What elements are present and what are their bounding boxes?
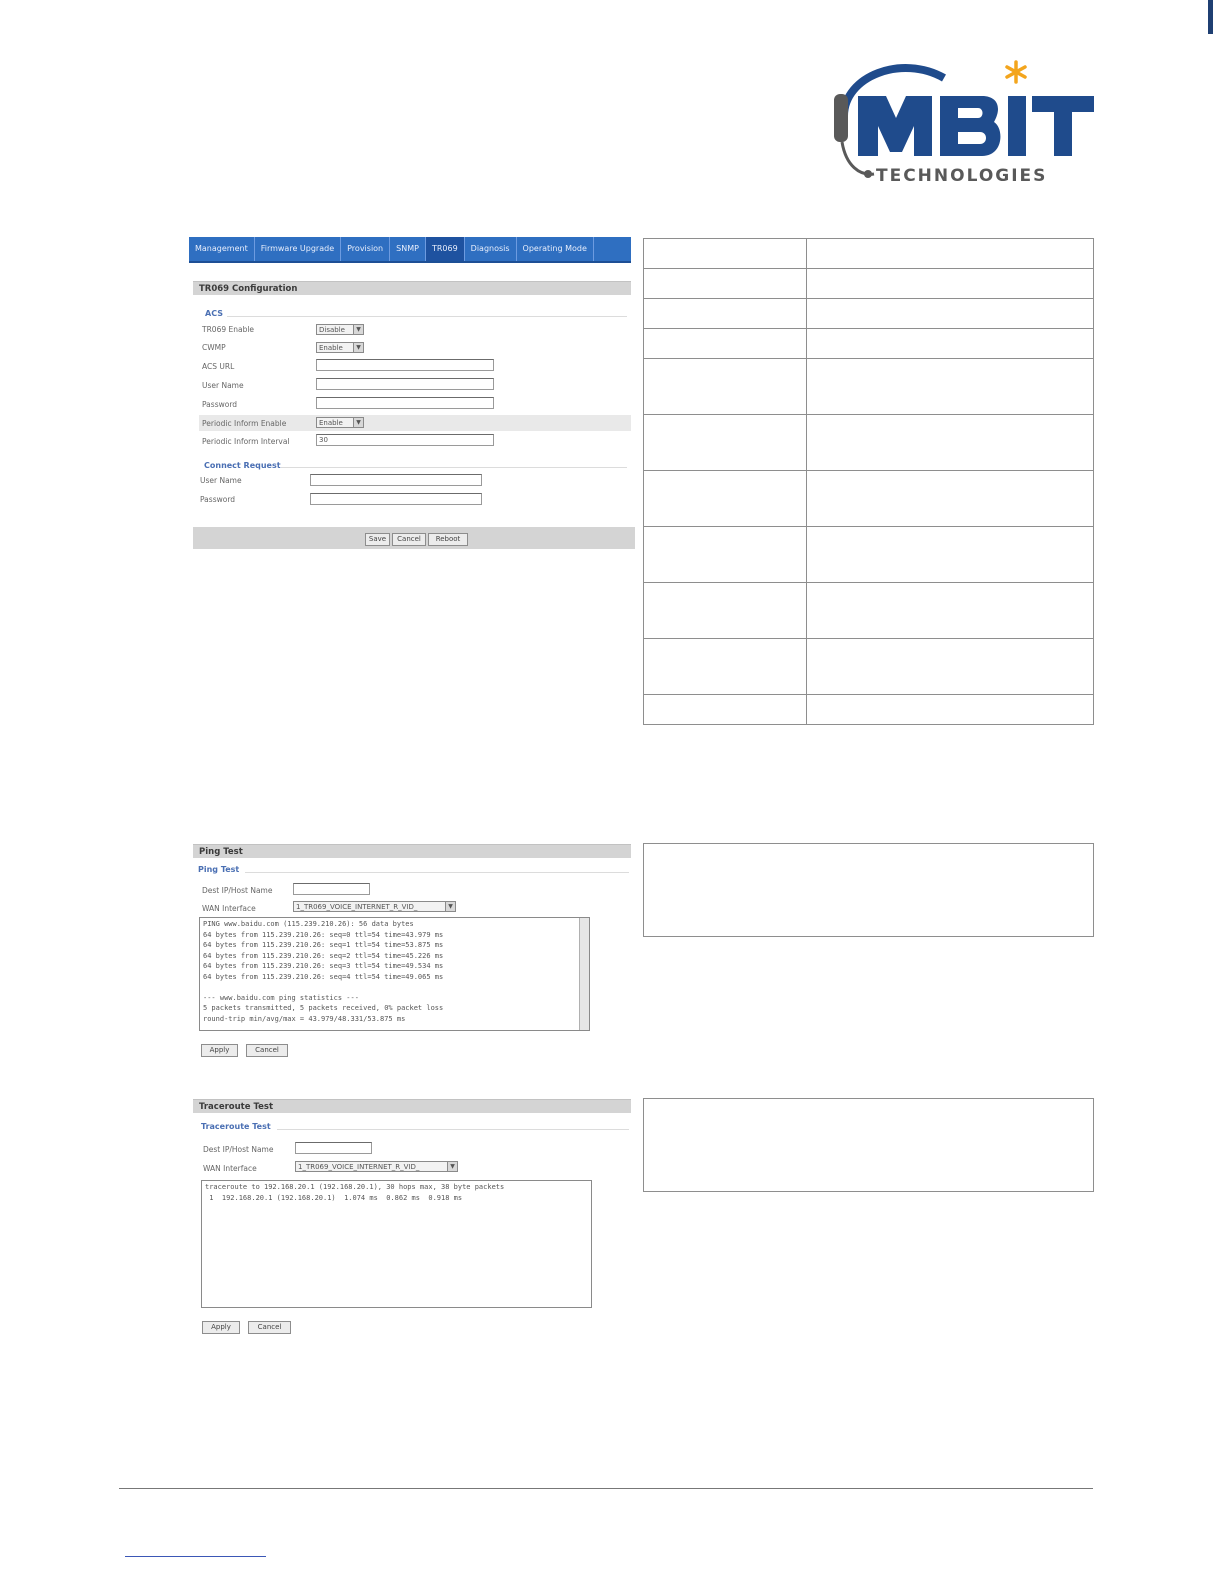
table-cell [644,359,807,415]
logo-tagline: TECHNOLOGIES [876,166,1048,186]
ping-description-box [643,843,1094,937]
acs-password-label: Password [202,400,238,409]
table-cell [644,269,807,299]
tr069-parameter-table [643,238,1094,725]
chevron-down-icon: ▼ [353,325,363,334]
table-cell [807,527,1094,583]
tr069-screenshot [189,237,635,551]
ping-screenshot [193,844,631,1062]
table-cell [807,695,1094,725]
tr069-enable-select[interactable]: Disable ▼ [316,324,364,335]
table-cell [644,527,807,583]
table-cell [807,359,1094,415]
traceroute-description-box [643,1098,1094,1192]
acs-url-label: ACS URL [202,362,235,371]
table-cell [644,299,807,329]
traceroute-cancel-button[interactable]: Cancel [248,1321,291,1334]
connect-username-label: User Name [200,476,242,485]
traceroute-output-textarea[interactable]: traceroute to 192.168.20.1 (192.168.20.1), 30 hops max, 38 byte packets 1 192.168.20.1 (192.168.20.1) 1.074 ms 0.862 ms 0.918 ms [201,1180,592,1308]
table-cell [644,695,807,725]
table-cell [807,269,1094,299]
acs-url-input[interactable] [316,359,494,371]
traceroute-dest-input[interactable] [295,1142,372,1154]
chevron-down-icon: ▼ [353,343,363,352]
traceroute-screenshot [193,1099,631,1341]
table-cell [807,471,1094,527]
ping-section-title: Ping Test [193,844,631,858]
reboot-button[interactable]: Reboot [428,533,468,546]
save-button[interactable]: Save [365,533,390,546]
acs-username-label: User Name [202,381,244,390]
footer-link-underline[interactable] [125,1556,266,1557]
ping-output-scrollbar[interactable] [579,918,589,1030]
chevron-down-icon: ▼ [353,418,363,427]
periodic-inform-interval-label: Periodic Inform Interval [202,437,290,446]
acs-password-input[interactable] [316,397,494,409]
traceroute-apply-button[interactable]: Apply [202,1321,240,1334]
ping-apply-button[interactable]: Apply [201,1044,238,1057]
table-cell [807,583,1094,639]
ping-group-label: Ping Test [198,865,240,874]
table-cell [644,583,807,639]
traceroute-group-label: Traceroute Test [201,1122,271,1131]
page-edge-marker [1208,0,1213,34]
connect-request-group-label: Connect Request [204,461,281,470]
periodic-inform-enable-select[interactable]: Enable ▼ [316,417,364,428]
ping-output-textarea[interactable]: PING www.baidu.com (115.239.210.26): 56 data bytes 64 bytes from 115.239.210.26: seq=0 ttl=54 time=43.979 ms 64 bytes from 115.239.210.26: seq=1 ttl=54 time=53.875 ms 64 bytes from 115.239.210.26: seq=2 ttl=54 time=45.226 ms 64 bytes from 115.239.210.26: seq=3 ttl=54 time=49.534 ms 64 bytes from 115.239.210.26: seq=4 ttl=54 time=49.065 ms --- www.baidu.com ping statistics --- 5 packets transmitted, 5 packets received, 0% packet loss round-trip min/avg/max = 43.979/48.331/53.875 ms [199,917,590,1031]
ping-cancel-button[interactable]: Cancel [246,1044,288,1057]
ping-wan-label: WAN Interface [202,904,256,913]
cancel-button[interactable]: Cancel [392,533,426,546]
traceroute-wan-label: WAN Interface [203,1164,257,1173]
mbit-logo [832,56,1098,188]
traceroute-dest-label: Dest IP/Host Name [203,1145,274,1154]
footer-divider [119,1488,1093,1489]
table-cell [644,415,807,471]
ping-dest-input[interactable] [293,883,370,895]
tab-snmp[interactable]: SNMP [390,237,426,261]
nav-tabs [189,237,631,263]
table-cell [807,415,1094,471]
tab-firmware-upgrade[interactable]: Firmware Upgrade [255,237,341,261]
tab-tr069[interactable]: TR069 [426,237,465,261]
tab-diagnosis[interactable]: Diagnosis [465,237,517,261]
traceroute-section-title: Traceroute Test [193,1099,631,1113]
cwmp-select[interactable]: Enable ▼ [316,342,364,353]
traceroute-wan-select[interactable]: 1_TR069_VOICE_INTERNET_R_VID_ ▼ [295,1161,458,1172]
ping-dest-label: Dest IP/Host Name [202,886,273,895]
table-cell [644,239,807,269]
mbit-logo-graphic [832,56,1098,188]
chevron-down-icon: ▼ [447,1162,457,1171]
connect-username-input[interactable] [310,474,482,486]
acs-group-label: ACS [205,309,223,318]
table-cell [807,639,1094,695]
table-cell [644,639,807,695]
connect-password-input[interactable] [310,493,482,505]
periodic-inform-interval-input[interactable]: 30 [316,434,494,446]
table-cell [644,329,807,359]
acs-username-input[interactable] [316,378,494,390]
chevron-down-icon: ▼ [445,902,455,911]
cwmp-label: CWMP [202,343,226,352]
connect-password-label: Password [200,495,236,504]
ping-wan-select[interactable]: 1_TR069_VOICE_INTERNET_R_VID_ ▼ [293,901,456,912]
section-title: TR069 Configuration [193,281,631,295]
tab-management[interactable]: Management [189,237,255,261]
tab-provision[interactable]: Provision [341,237,390,261]
table-cell [807,329,1094,359]
periodic-inform-enable-label: Periodic Inform Enable [202,419,287,428]
tr069-enable-label: TR069 Enable [202,325,255,334]
table-cell [807,299,1094,329]
table-cell [644,471,807,527]
table-cell [807,239,1094,269]
tab-operating-mode[interactable]: Operating Mode [517,237,594,261]
